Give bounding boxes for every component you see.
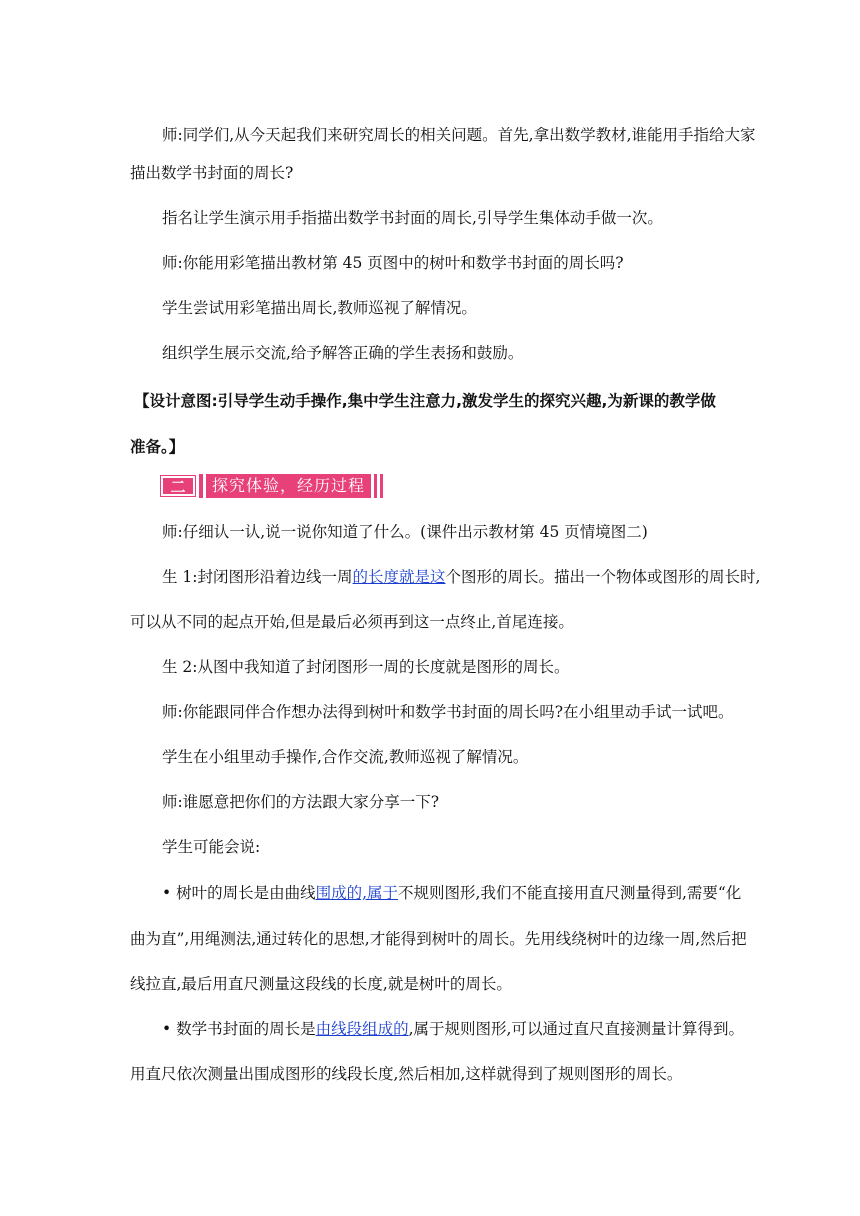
text-line: 师:你能跟同伴合作想办法得到树叶和数学书封面的周长吗?在小组里动手试一试吧。 xyxy=(162,703,734,721)
text-fragment: • 树叶的周长是由曲线 xyxy=(162,884,316,902)
text-fragment: 不规则图形,我们不能直接用直尺测量得到,需要“化 xyxy=(398,884,742,902)
paragraph-teacher-question xyxy=(130,252,740,274)
text-line: 可以从不同的起点开始,但是最后必须再到这一点终止,首尾连接。 xyxy=(130,613,574,631)
paragraph-organize xyxy=(130,342,740,364)
text-line: 学生在小组里动手操作,合作交流,教师巡视了解情况。 xyxy=(162,748,529,766)
paragraph-continuation xyxy=(130,611,740,633)
text-fragment: 生 1:封闭图形沿着边线一周 xyxy=(162,568,353,586)
bullet-leaf xyxy=(130,882,740,904)
text-line: 学生可能会说: xyxy=(162,838,261,856)
text-line: 学生尝试用彩笔描出周长,教师巡视了解情况。 xyxy=(162,299,477,317)
paragraph-group-work xyxy=(130,746,740,768)
text-line: 用直尺依次测量出围成图形的线段长度,然后相加,这样就得到了规则图形的周长。 xyxy=(130,1065,683,1083)
bullet-book-cover xyxy=(130,1018,744,1040)
paragraph-students-say xyxy=(130,836,740,858)
text-fragment: ,属于规则图形,可以通过直尺直接测量计算得到。 xyxy=(408,1020,744,1038)
text-fragment: • 数学书封面的周长是 xyxy=(162,1020,316,1038)
text-line: 师:同学们,从今天起我们来研究周长的相关问题。首先,拿出数学教材,谁能用手指给大家 xyxy=(162,126,756,144)
paragraph-continuation xyxy=(130,1063,740,1085)
paragraph-teacher-intro xyxy=(130,124,756,146)
design-intent xyxy=(134,390,744,412)
paragraph-student1 xyxy=(130,566,761,588)
banner-stripe xyxy=(199,474,203,498)
text-line: 组织学生展示交流,给予解答正确的学生表扬和鼓励。 xyxy=(162,344,524,362)
link-text[interactable]: 由线段组成的 xyxy=(315,1020,409,1038)
text-line: 指名让学生演示用手指描出数学书封面的周长,引导学生集体动手做一次。 xyxy=(162,209,663,227)
banner-stripe xyxy=(374,474,377,498)
text-line: 师:你能用彩笔描出教材第 45 页图中的树叶和数学书封面的周长吗? xyxy=(162,254,624,272)
text-line: 生 2:从图中我知道了封闭图形一周的长度就是图形的周长。 xyxy=(162,658,570,676)
text-line: 【设计意图:引导学生动手操作,集中学生注意力,激发学生的探究兴趣,为新课的教学做 xyxy=(134,392,716,410)
section-number: 二 xyxy=(160,475,196,497)
paragraph-student2 xyxy=(130,656,740,678)
paragraph-continuation xyxy=(130,973,740,995)
paragraph-observe xyxy=(130,521,740,543)
paragraph-continuation xyxy=(130,162,740,184)
text-line: 线拉直,最后用直尺测量这段线的长度,就是树叶的周长。 xyxy=(130,975,512,993)
text-fragment: 个图形的周长。描出一个物体或图形的周长时, xyxy=(445,568,761,586)
section-title: 探究体验，经历过程 xyxy=(206,474,371,498)
text-line: 师:谁愿意把你们的方法跟大家分享一下? xyxy=(162,793,440,811)
banner-stripe xyxy=(380,474,383,498)
paragraph-share xyxy=(130,791,740,813)
text-line: 师:仔细认一认,说一说你知道了什么。(课件出示教材第 45 页情境图二) xyxy=(162,523,648,541)
text-line: 准备。】 xyxy=(130,438,185,456)
link-text[interactable]: 的长度就是这 xyxy=(352,568,446,586)
paragraph-students-try xyxy=(130,297,740,319)
paragraph-teacher-group xyxy=(130,701,740,723)
paragraph-continuation xyxy=(130,928,747,950)
text-line: 曲为直”,用绳测法,通过转化的思想,才能得到树叶的周长。先用线绕树叶的边缘一周,然后把 xyxy=(130,930,747,948)
link-text[interactable]: 围成的,属于 xyxy=(315,884,399,902)
text-line: 描出数学书封面的周长? xyxy=(130,164,294,182)
section-banner xyxy=(160,474,383,498)
paragraph-demo xyxy=(130,207,740,229)
design-intent-end xyxy=(130,436,740,458)
